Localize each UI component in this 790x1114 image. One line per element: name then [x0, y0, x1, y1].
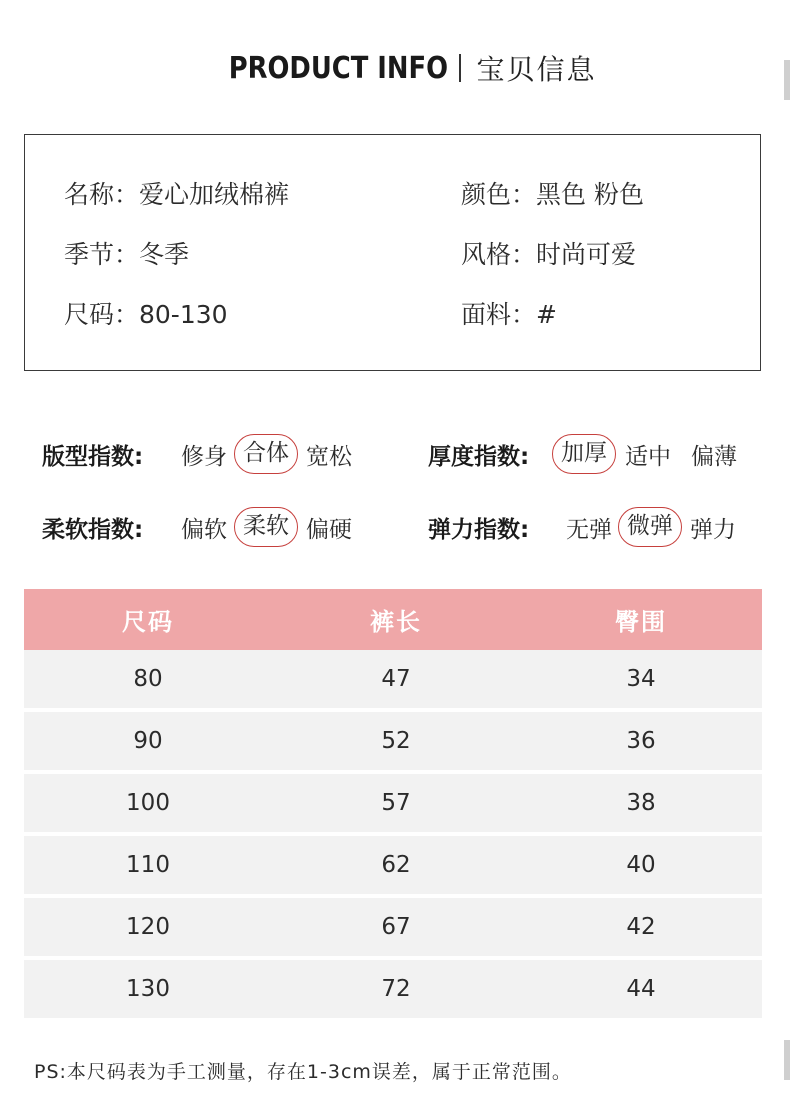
table-cell: 80 [133, 666, 163, 692]
table-cell: 67 [381, 914, 411, 940]
info-name: 名称：爱心加绒棉裤 [64, 180, 290, 209]
table-header-cell: 裤长 [370, 608, 422, 636]
table-cell: 36 [626, 728, 656, 754]
table-cell: 52 [381, 728, 411, 754]
info-color: 颜色：黑色 粉色 [461, 180, 644, 209]
table-cell: 120 [126, 914, 170, 940]
table-row [24, 836, 762, 894]
index-thickness [428, 434, 742, 474]
table-cell: 40 [626, 852, 656, 878]
table-row [24, 960, 762, 1018]
index-thickness-option: 适中 [625, 443, 671, 470]
edge-decoration [784, 1040, 790, 1080]
index-fit-label: 版型指数: [42, 443, 144, 470]
table-cell: 62 [381, 852, 411, 878]
table-row [24, 712, 762, 770]
header-title-cn: 宝贝信息 [476, 53, 597, 86]
index-elasticity-option-selected: 微弹 [618, 507, 682, 547]
header-divider [459, 54, 461, 82]
index-fit-option: 宽松 [306, 443, 352, 470]
index-thickness-option-selected: 加厚 [552, 434, 616, 474]
index-elasticity-option: 无弹 [566, 516, 612, 543]
info-size: 尺码：80-130 [64, 300, 228, 329]
index-fit [42, 434, 356, 474]
index-softness-option: 偏软 [181, 516, 227, 543]
info-fabric: 面料：# [461, 300, 557, 329]
product-info-box [24, 134, 761, 371]
index-thickness-label: 厚度指数: [428, 443, 530, 470]
index-fit-option: 修身 [181, 443, 227, 470]
index-thickness-option: 偏薄 [691, 443, 737, 470]
table-header [24, 589, 762, 650]
table-header-cell: 臀围 [615, 608, 667, 636]
table-cell: 42 [626, 914, 656, 940]
table-row [24, 898, 762, 956]
index-elasticity-label: 弹力指数: [428, 516, 530, 543]
info-style: 风格：时尚可爱 [461, 240, 637, 269]
index-softness [42, 507, 356, 547]
table-cell: 100 [126, 790, 170, 816]
index-softness-option: 偏硬 [306, 516, 352, 543]
table-cell: 34 [626, 666, 656, 692]
table-row [24, 650, 762, 708]
table-header-cell: 尺码 [122, 608, 174, 636]
table-cell: 44 [626, 976, 656, 1002]
table-cell: 72 [381, 976, 411, 1002]
index-softness-option-selected: 柔软 [234, 507, 298, 547]
header-title-en: PRODUCT INFO [229, 50, 449, 86]
table-cell: 90 [133, 728, 163, 754]
table-cell: 110 [126, 852, 170, 878]
index-softness-label: 柔软指数: [42, 516, 144, 543]
index-elasticity [428, 507, 740, 547]
table-row [24, 774, 762, 832]
table-cell: 57 [381, 790, 411, 816]
size-table [24, 589, 762, 1018]
edge-decoration [784, 60, 790, 100]
table-cell: 38 [626, 790, 656, 816]
info-season: 季节：冬季 [64, 240, 190, 269]
page-header [0, 48, 790, 88]
index-elasticity-option: 弹力 [690, 516, 736, 543]
table-cell: 47 [381, 666, 411, 692]
measurement-note: PS:本尺码表为手工测量，存在1-3cm误差，属于正常范围。 [34, 1061, 572, 1083]
table-cell: 130 [126, 976, 170, 1002]
index-fit-option-selected: 合体 [234, 434, 298, 474]
